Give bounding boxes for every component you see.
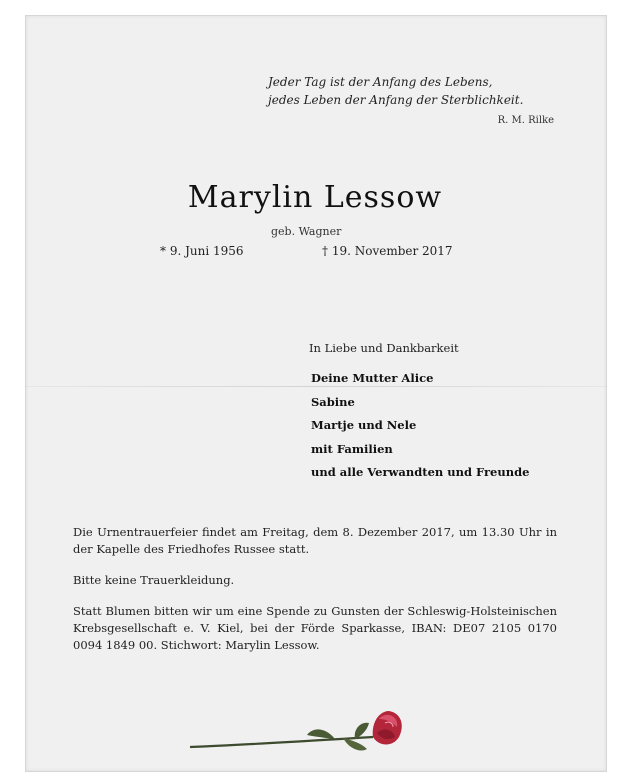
- quote-author: R. M. Rilke: [497, 115, 554, 126]
- dress-notice: Bitte keine Trauerkleidung.: [73, 573, 235, 587]
- quote-line-2: jedes Leben der Anfang der Sterblichkeit.: [268, 93, 524, 107]
- quote-line-1: Jeder Tag ist der Anfang des Lebens,: [268, 75, 493, 89]
- mourner-item: mit Familien: [311, 441, 393, 456]
- donation-notice: Statt Blumen bitten wir um eine Spende zu Gunsten der Schleswig-Holsteinischen Krebsgesellschaft e. V. Kiel, bei der Förde Sparkasse, IBAN: DE07 2105 0170 0094 1849 00. Stichwort: Marylin Lessow.: [73, 604, 557, 652]
- mourner-item: und alle Verwandten und Freunde: [311, 465, 530, 479]
- mourner-item: Martje und Nele: [311, 418, 417, 432]
- maiden-name: geb. Wagner: [271, 225, 342, 238]
- mourner-item: Deine Mutter Alice: [311, 371, 434, 385]
- ceremony-notice: Die Urnentrauerfeier findet am Freitag, dem 8. Dezember 2017, um 13.30 Uhr in der Kapelle des Friedhofes Russee statt.: [73, 525, 557, 556]
- rose-icon: [185, 705, 425, 760]
- rilke-quote: [268, 73, 523, 109]
- death-date: † 19. November 2017: [322, 244, 453, 258]
- deceased-name: Marylin Lessow: [187, 180, 443, 215]
- mourners-intro: In Liebe und Dankbarkeit: [309, 341, 459, 355]
- birth-date: * 9. Juni 1956: [160, 244, 244, 258]
- mourner-item: Sabine: [311, 394, 355, 409]
- mourners-list: [311, 367, 529, 485]
